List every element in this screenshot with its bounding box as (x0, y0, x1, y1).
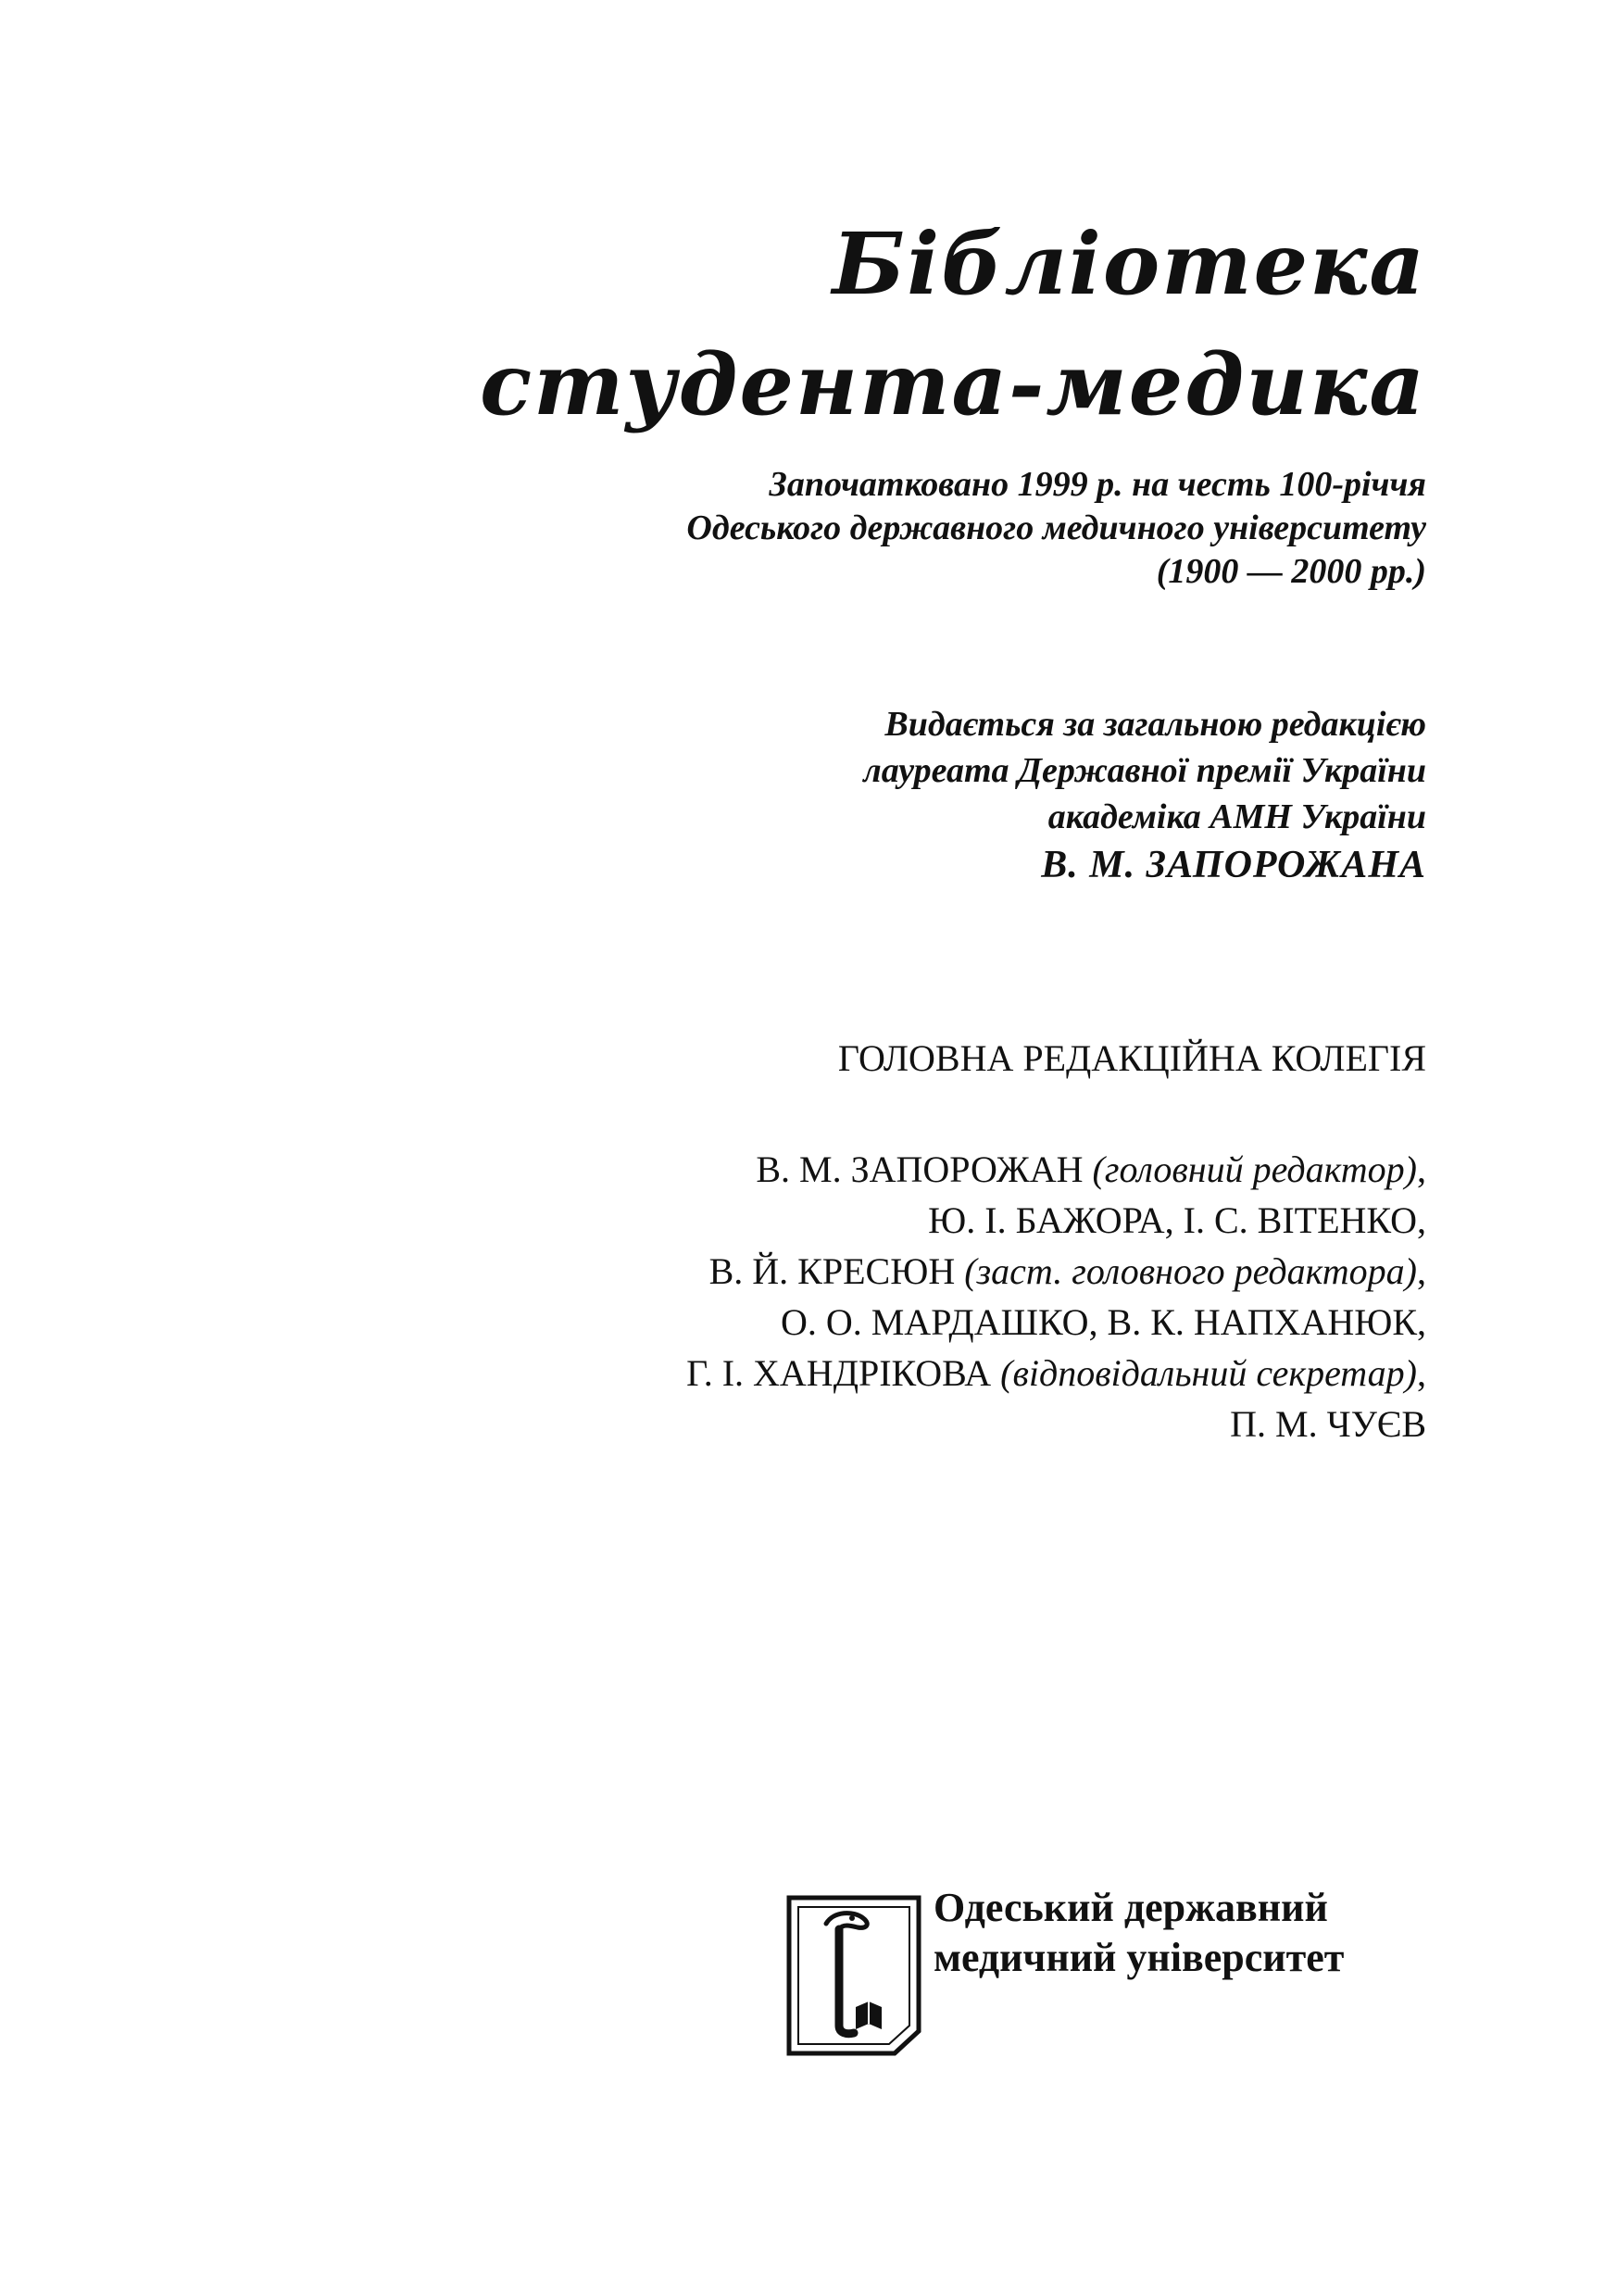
board-names: Г. І. ХАНДРІКОВА (686, 1352, 1001, 1394)
series-title (315, 204, 1426, 445)
series-title-line-1: Бібліотека (832, 214, 1426, 314)
board-role: (відповідальний секретар) (1000, 1352, 1417, 1394)
board-punct: , (1417, 1352, 1426, 1394)
board-punct: , (1417, 1250, 1426, 1292)
edited-line-1: Видається за загальною редакцією (884, 705, 1426, 744)
board-line (686, 1297, 1426, 1348)
publisher-line-1: Одеський державний (934, 1885, 1328, 1930)
board-line (686, 1348, 1426, 1399)
board-line (686, 1195, 1426, 1246)
edited-line-3: академіка АМН України (1047, 797, 1426, 836)
board-names: В. Й. КРЕСЮН (708, 1250, 965, 1292)
board-line (686, 1246, 1426, 1297)
series-title-line-2: студента-медика (480, 334, 1426, 434)
board-role: (заст. головного редактора) (964, 1250, 1417, 1292)
board-line (686, 1399, 1426, 1449)
publisher-name (934, 1883, 1344, 1983)
publisher-line-2: медичний університет (934, 1935, 1345, 1980)
founded-line-1: Започатковано 1999 р. на честь 100-річчя (769, 465, 1426, 504)
editor-name: В. М. ЗАПОРОЖАНА (1041, 844, 1426, 886)
university-emblem-icon (785, 1894, 922, 2057)
founded-note (686, 463, 1426, 594)
edited-by (863, 701, 1426, 890)
founded-line-2: Одеського державного медичного університету (686, 508, 1426, 547)
founded-line-3: (1900 — 2000 рр.) (1156, 552, 1426, 591)
board-punct: , (1417, 1148, 1426, 1190)
board-names: Ю. І. БАЖОРА, І. С. ВІТЕНКО, (928, 1199, 1426, 1241)
board-names: В. М. ЗАПОРОЖАН (756, 1148, 1093, 1190)
board-names: П. М. ЧУЄВ (1230, 1403, 1426, 1445)
publisher-block (785, 1883, 1434, 2059)
edited-line-2: лауреата Державної премії України (863, 751, 1426, 790)
editorial-board-list (686, 1144, 1426, 1449)
board-role: (головний редактор) (1092, 1148, 1417, 1190)
editorial-board-heading: ГОЛОВНА РЕДАКЦІЙНА КОЛЕГІЯ (837, 1037, 1426, 1079)
board-names: О. О. МАРДАШКО, В. К. НАПХАНЮК, (780, 1301, 1426, 1343)
board-line (686, 1144, 1426, 1195)
